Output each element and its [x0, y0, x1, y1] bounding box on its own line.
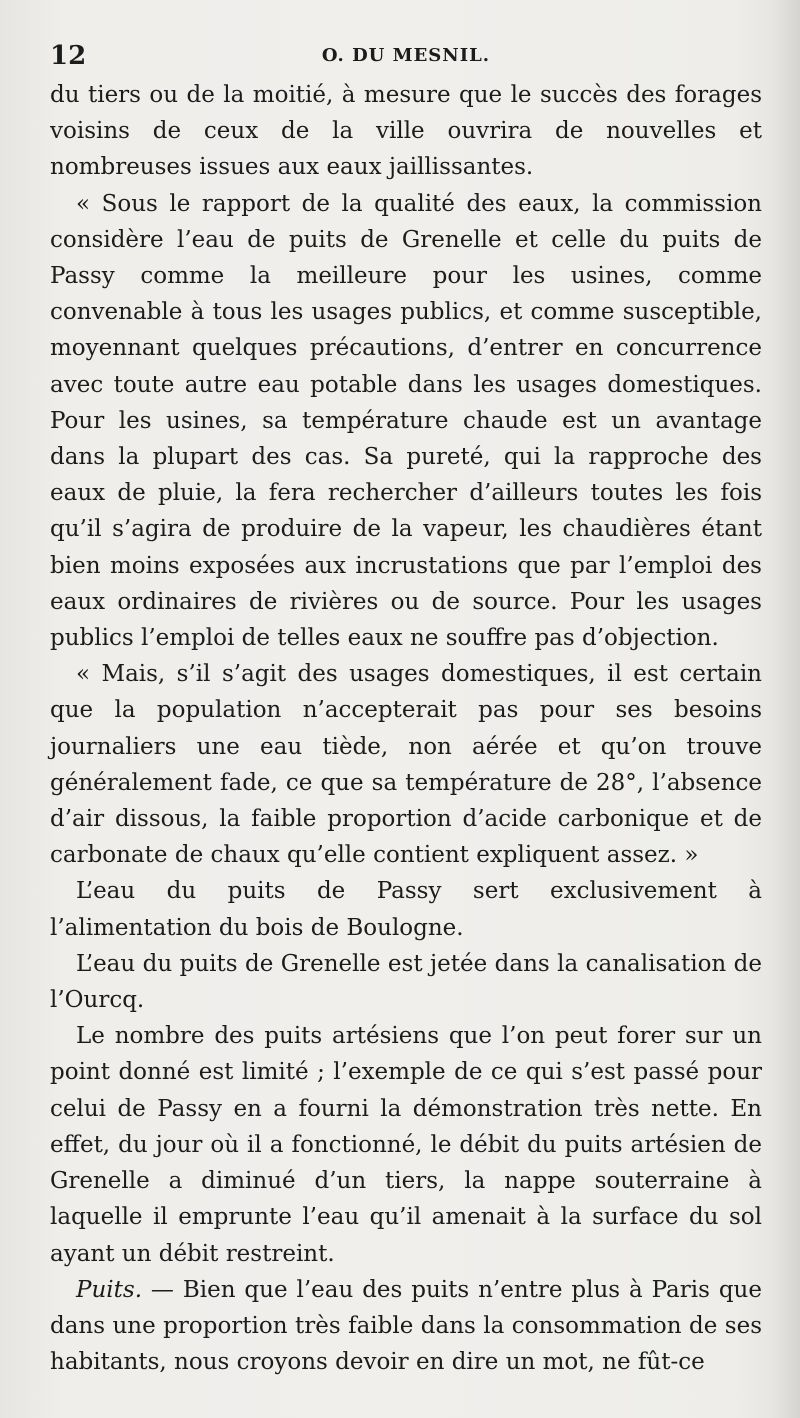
paragraph-lead-italic: Puits. — [76, 1276, 143, 1303]
paragraph-7 — [50, 1272, 762, 1381]
paragraph-1: du tiers ou de la moitié, à mesure que le succès des forages voisins de ceux de la ville ouvrira de nouvelles et nombreuses issues aux eaux jaillissantes. — [50, 82, 762, 181]
paragraph-2: « Sous le rapport de la qualité des eaux, la commission considère l’eau de puits de Grenelle et celle du puits de Passy comme la meilleure pour les usines, comme convenable à tous les usages publics, et comme susceptible, moyennant quelques précautions, d’entrer en concurrence avec toute autre eau potable dans les usages domestiques. Pour les usines, sa température chaude est un avantage dans la plupart des cas. Sa pureté, qui la rapproche des eaux de pluie, la fera rechercher d’ailleurs toutes les fois qu’il s’agira de produire de la vapeur, les chaudières étant bien moins exposées aux incrustations que par l’emploi des eaux ordinaires de rivières ou de source. Pour les usages publics l’emploi de telles eaux ne souffre pas d’objection. — [50, 190, 762, 652]
body-text — [50, 77, 762, 1380]
page-number: 12 — [50, 41, 87, 71]
paragraph-6: Le nombre des puits artésiens que l’on peut forer sur un point donné est limité ; l’exemple de ce qui s’est passé pour celui de Passy en a fourni la démonstration très nette. En effet, du jour où il a fonctionné, le débit du puits artésien de Grenelle a diminué d’un tiers, la nappe souterraine à laquelle il emprunte l’eau qu’il amenait à la surface du sol ayant un débit restreint. — [50, 1023, 762, 1267]
paragraph-3: « Mais, s’il s’agit des usages domestiques, il est certain que la population n’accepterait pas pour ses besoins journaliers une eau tiède, non aérée et qu’on trouve généralement fade, ce que sa température de 28°, l’absence d’air dissous, la faible proportion d’acide carbonique et de carbonate de chaux qu’elle contient expliquent assez. » — [50, 661, 762, 869]
page-edge-shadow — [770, 0, 800, 1418]
paragraph-5: L’eau du puits de Grenelle est jetée dans la canalisation de l’Ourcq. — [50, 950, 762, 1014]
running-head: O. DU MESNIL. — [321, 45, 491, 66]
paragraph-4: L’eau du puits de Passy sert exclusivement à l’alimentation du bois de Boulogne. — [50, 878, 762, 941]
paragraph-7-text: — Bien que l’eau des puits n’entre plus à Paris que dans une proportion très faible dans la consommation de ses habitants, nous croyons devoir en dire un mot, ne fût-ce — [50, 1276, 762, 1376]
page-header — [50, 38, 762, 74]
